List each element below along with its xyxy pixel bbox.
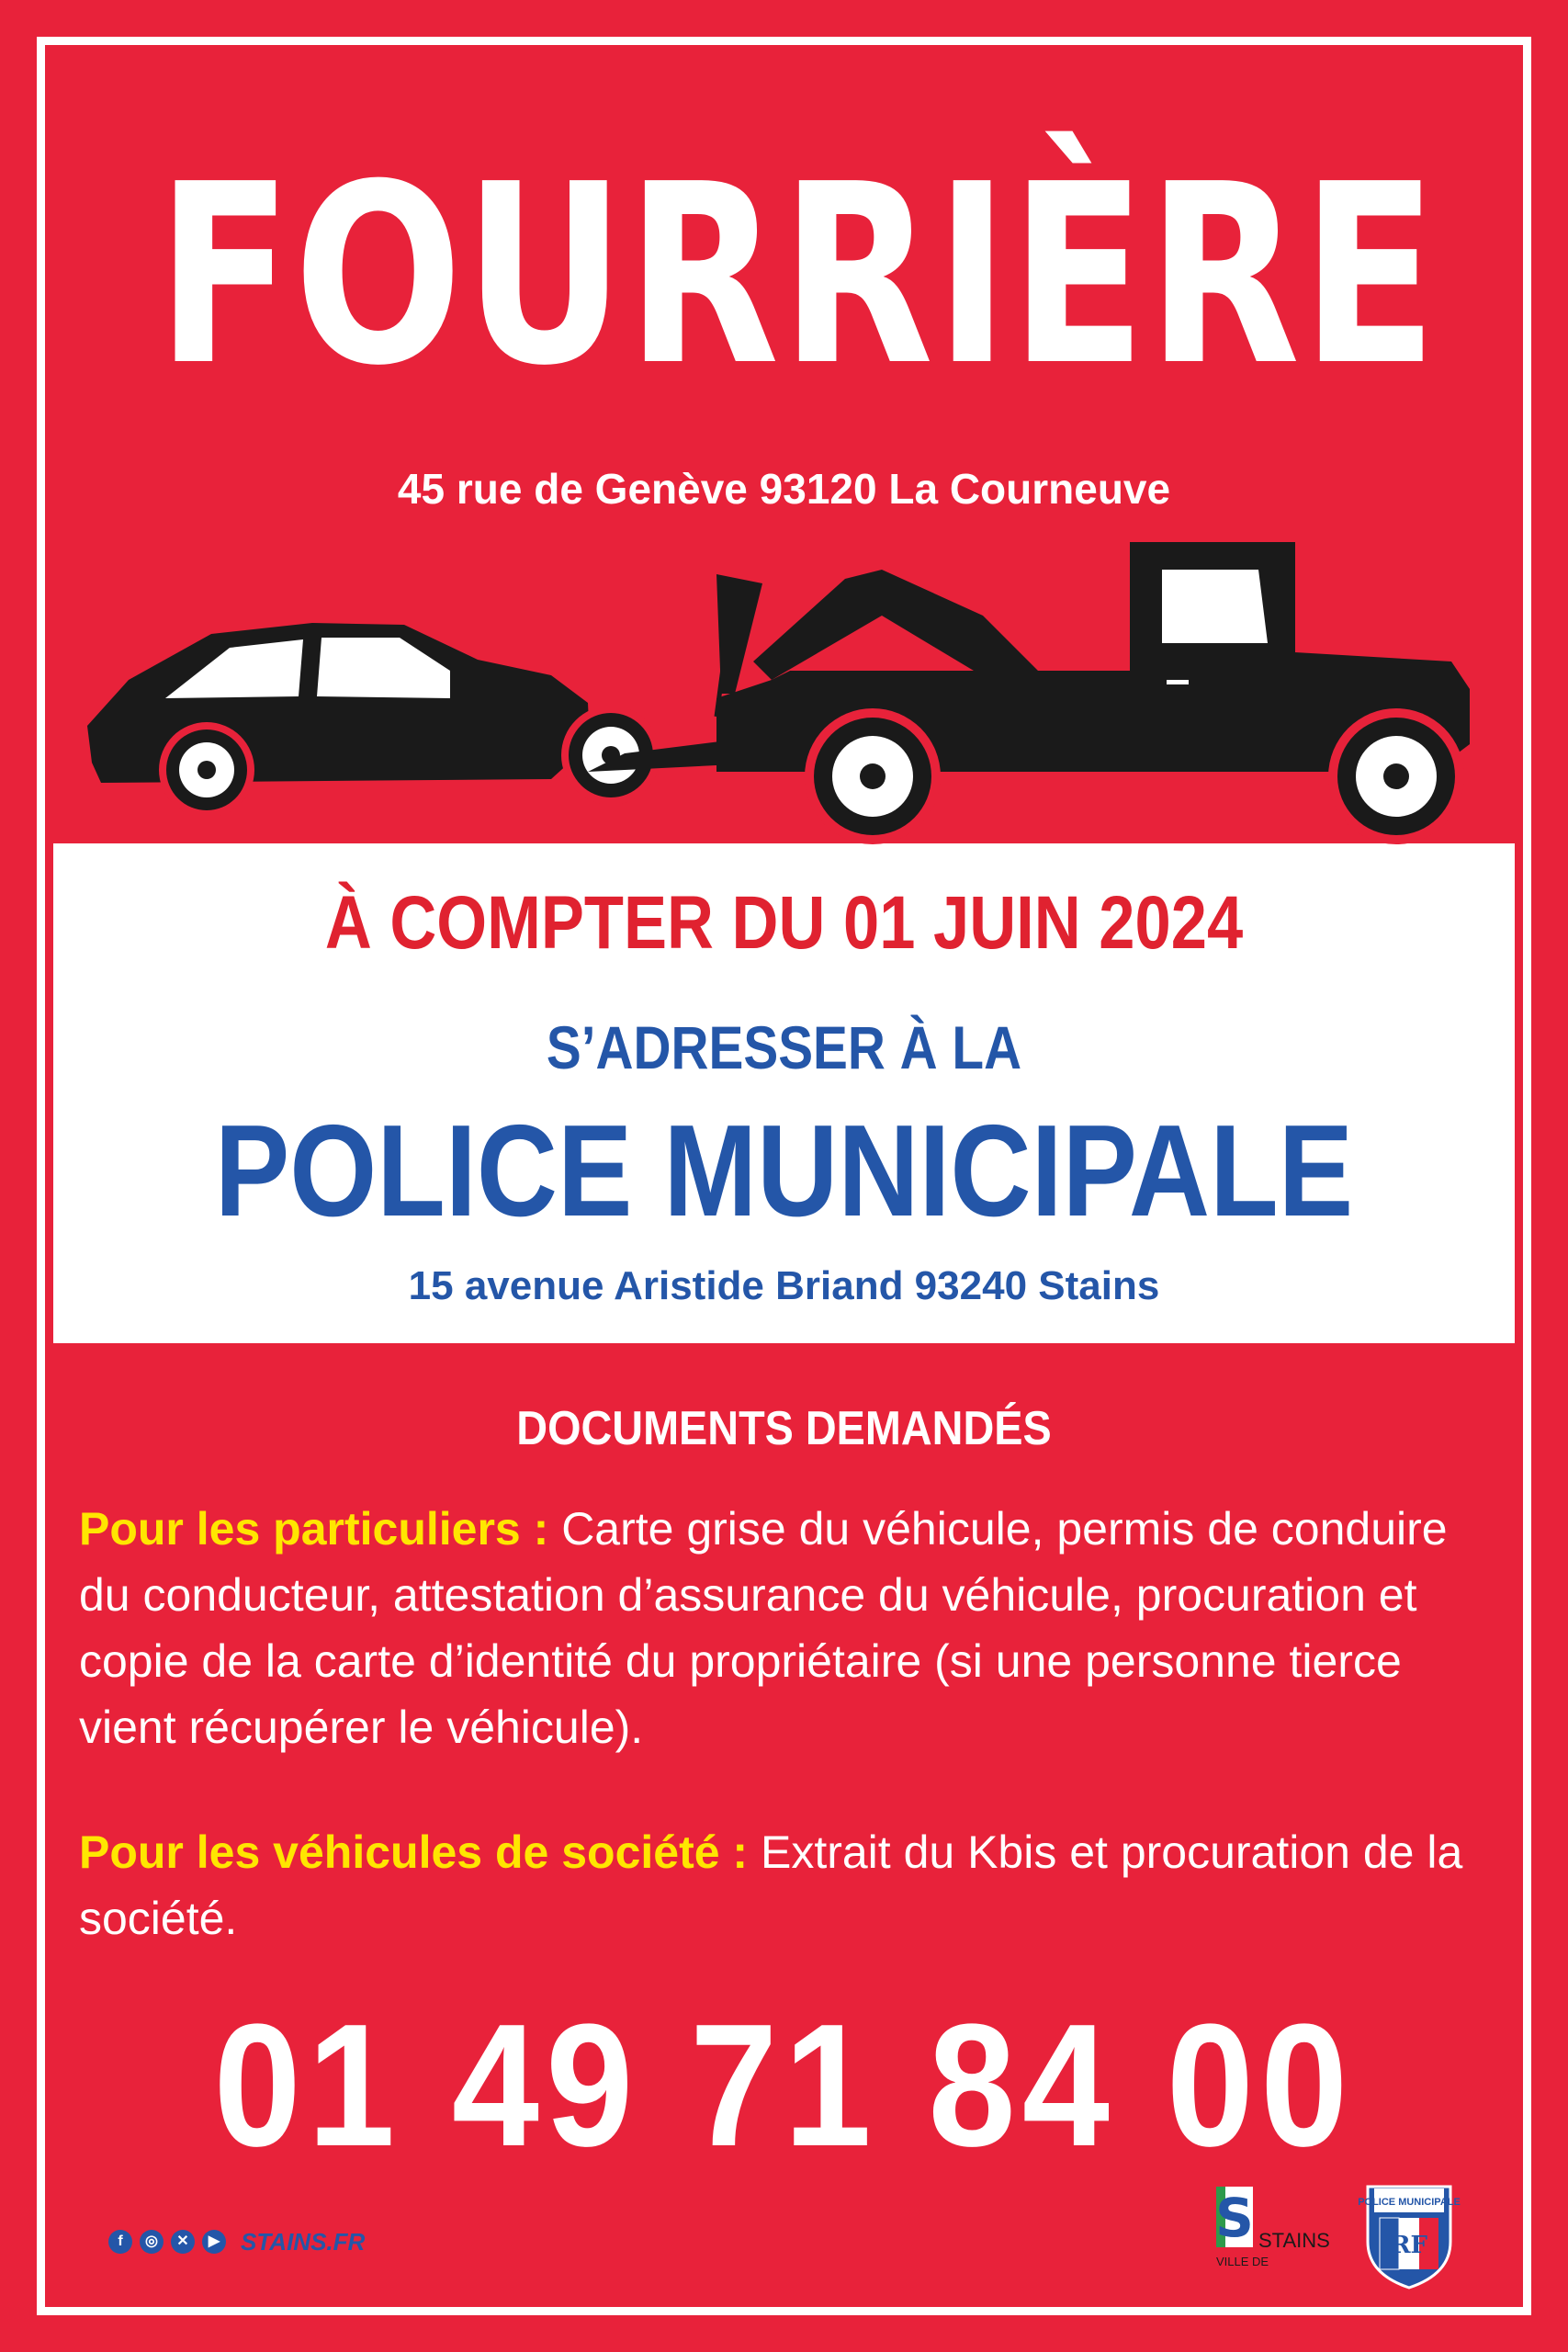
badge-text: POLICE MUNICIPALE (1358, 2197, 1461, 2208)
logo-prefix: VILLE DE (1216, 2255, 1269, 2268)
stains-logo (1214, 2187, 1334, 2269)
car-icon (87, 623, 660, 818)
x-icon[interactable]: ✕ (171, 2230, 195, 2254)
social-links (108, 2225, 365, 2258)
badge-initials: RF (1390, 2232, 1428, 2259)
individuals-paragraph (79, 1496, 1494, 1760)
logo-name: STAINS (1258, 2229, 1330, 2252)
documents-heading: DOCUMENTS DEMANDÉS (516, 1402, 1052, 1455)
companies-text: Extrait du Kbis et procuration de la société. (79, 1826, 1463, 1944)
youtube-icon[interactable]: ▶ (202, 2230, 226, 2254)
instagram-icon[interactable]: ◎ (140, 2230, 164, 2254)
individuals-text: Carte grise du véhicule, permis de conduire du conducteur, attestation d’assurance du véhicule, procuration et copie de la carte d’identité du propriétaire (si une personne tierce vient récupérer le véhicule). (79, 1503, 1448, 1753)
facebook-icon[interactable]: f (108, 2230, 132, 2254)
police-address: 15 avenue Aristide Briand 93240 Stains (408, 1263, 1160, 1308)
website-link[interactable]: STAINS.FR (241, 2227, 366, 2256)
police-municipale-title: POLICE MUNICIPALE (214, 1098, 1354, 1244)
police-municipale-badge (1358, 2177, 1461, 2290)
tow-truck-icon (588, 542, 1470, 844)
pound-address: 45 rue de Genève 93120 La Courneuve (397, 465, 1171, 513)
phone-number[interactable]: 01 49 71 84 00 (213, 1988, 1355, 2183)
poster-title: FOURRIÈRE (156, 130, 1439, 420)
effective-date: À COMPTER DU 01 JUIN 2024 (324, 881, 1244, 965)
svg-text:S: S (1215, 2187, 1254, 2249)
companies-label: Pour les véhicules de société : (79, 1826, 749, 1878)
individuals-label: Pour les particuliers : (79, 1503, 549, 1555)
address-to-label: S’ADRESSER À LA (546, 1013, 1022, 1081)
companies-paragraph (79, 1819, 1494, 1951)
tow-truck-towing-car-icon (73, 542, 1488, 864)
